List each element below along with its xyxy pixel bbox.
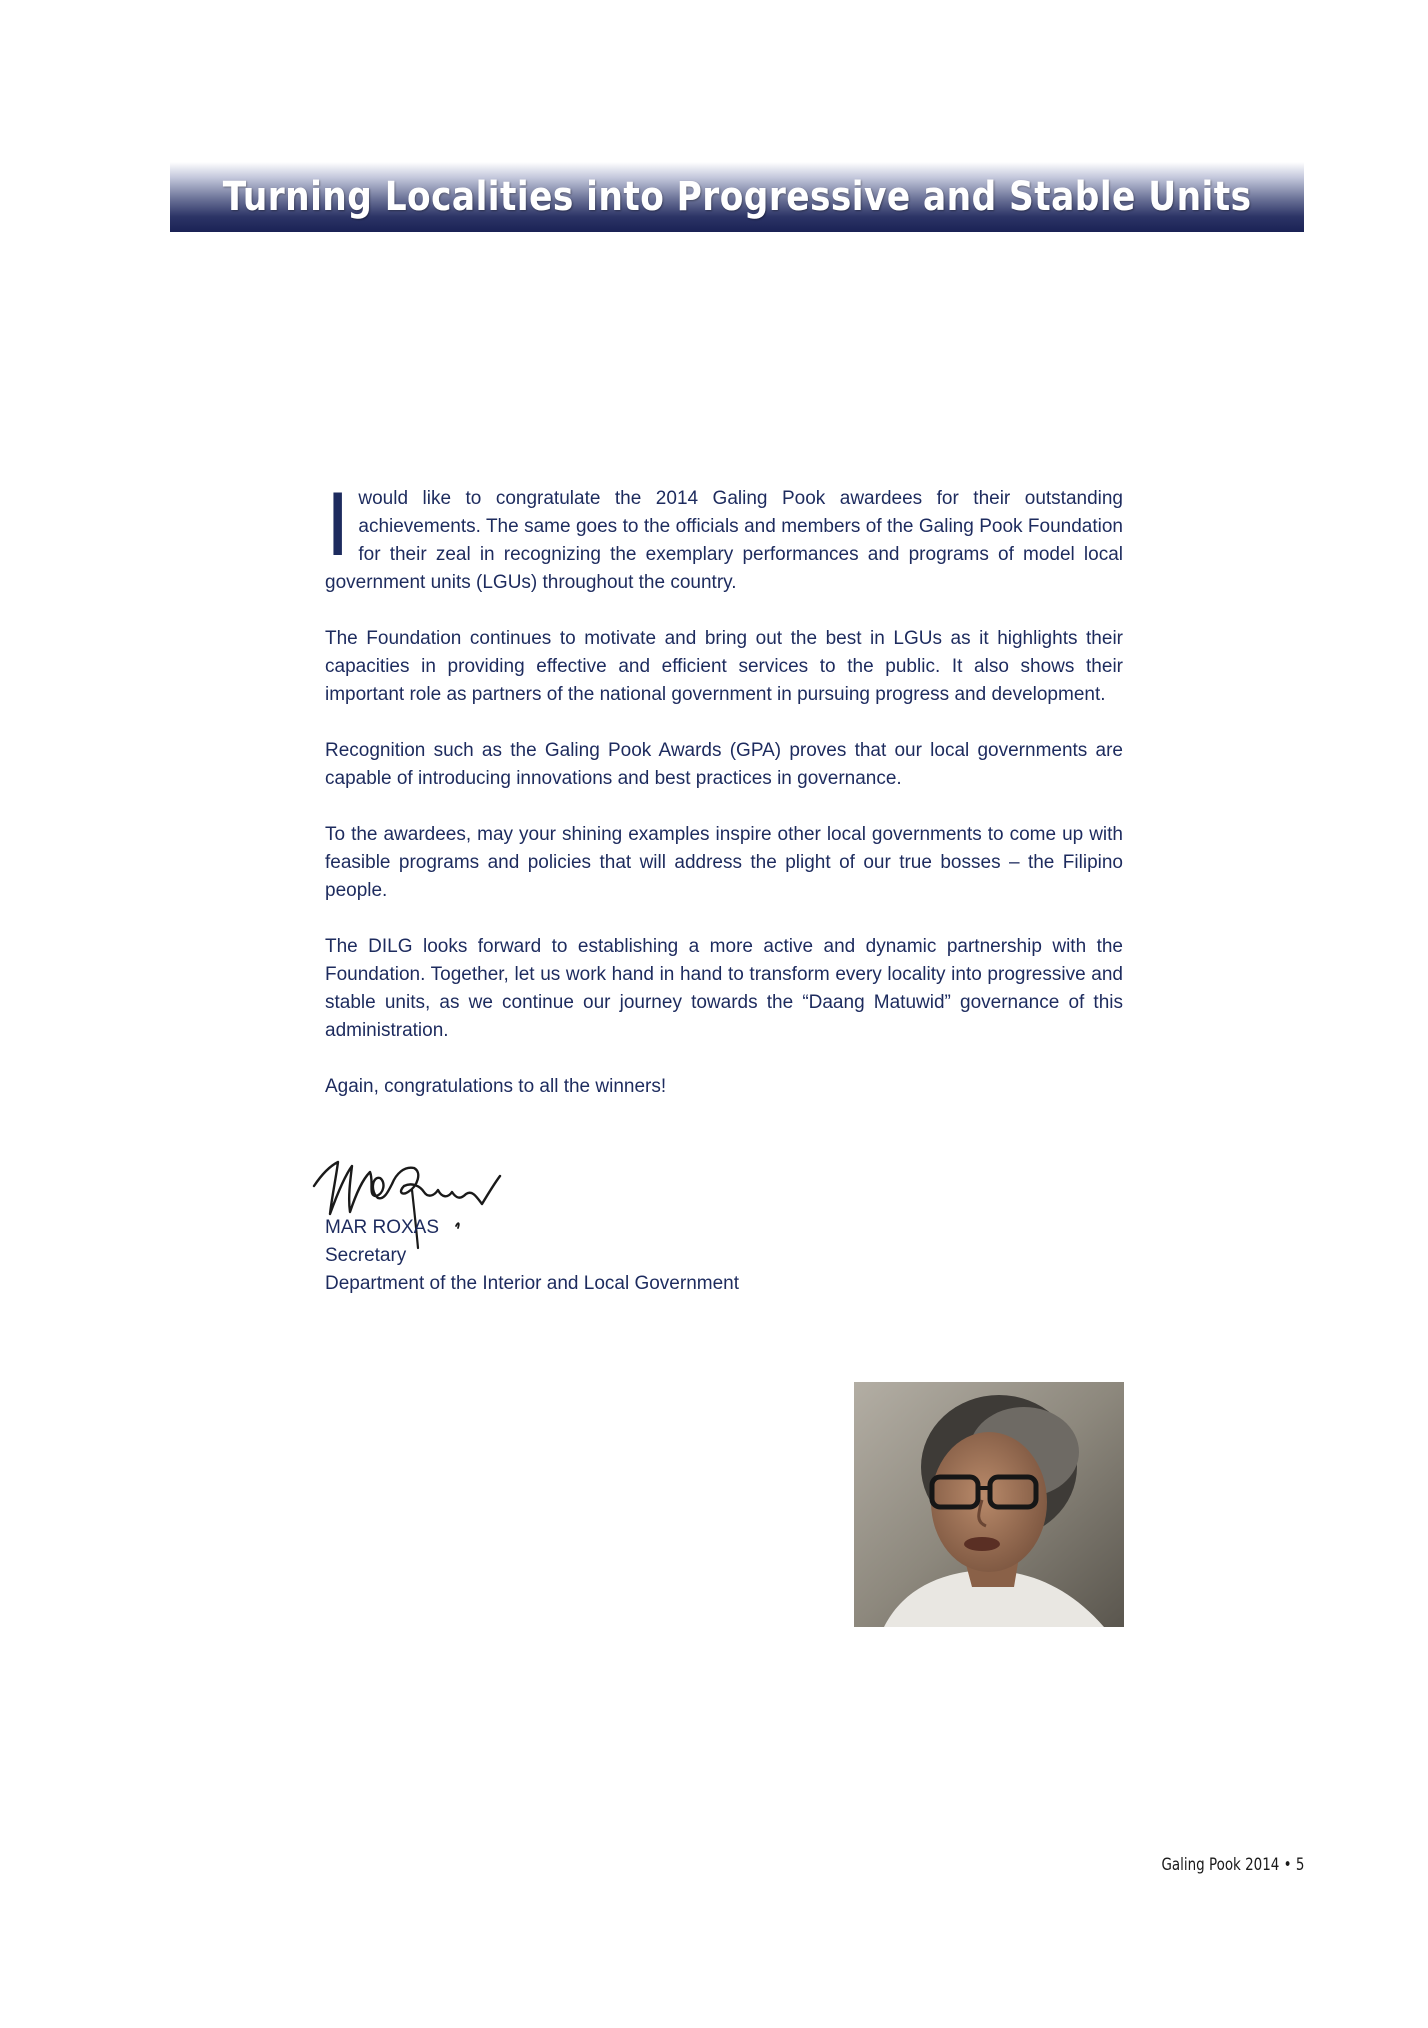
signatory-position: Secretary: [325, 1245, 407, 1266]
portrait-illustration: [854, 1382, 1124, 1627]
drop-cap: I: [325, 476, 351, 576]
signature-block: [325, 1214, 739, 1298]
portrait-photo: [854, 1382, 1124, 1627]
title-banner: [170, 162, 1304, 232]
letter-paragraph-4: To the awardees, may your shining examples inspire other local governments to come up with feasible programs and policies that will address the plight of our true bosses – the Filipino people.: [325, 824, 1123, 901]
letter-paragraph-6: Again, congratulations to all the winners!: [325, 1076, 667, 1097]
signatory-department: Department of the Interior and Local Government: [325, 1273, 740, 1294]
paragraph-1-text: would like to congratulate the 2014 Galing Pook awardees for their outstanding achievements. The same goes to the officials and members of the Galing Pook Foundation for their zeal in recognizing the exemplary performances and programs of model local government units (LGUs) throughout the country.: [325, 488, 1123, 593]
letter-body: [325, 476, 1123, 1129]
letter-paragraph-2: The Foundation continues to motivate and bring out the best in LGUs as it highlights their capacities in providing effective and efficient services to the public. It also shows their important role as partners of the national government in pursuing progress and development.: [325, 628, 1123, 705]
letter-paragraph-1: [325, 476, 1123, 597]
signatory-name: MAR ROXAS: [325, 1217, 440, 1238]
page-footer: Galing Pook 2014 • 5: [1161, 1855, 1304, 1875]
page-title: Turning Localities into Progressive and Stable Units: [222, 174, 1252, 220]
letter-paragraph-5: The DILG looks forward to establishing a more active and dynamic partnership with the Foundation. Together, let us work hand in hand to transform every locality into progressive and stable units, as we continue our journey towards the “Daang Matuwid” governance of this administration.: [325, 936, 1123, 1041]
letter-paragraph-3: Recognition such as the Galing Pook Awards (GPA) proves that our local governments are capable of introducing innovations and best practices in governance.: [325, 740, 1123, 789]
